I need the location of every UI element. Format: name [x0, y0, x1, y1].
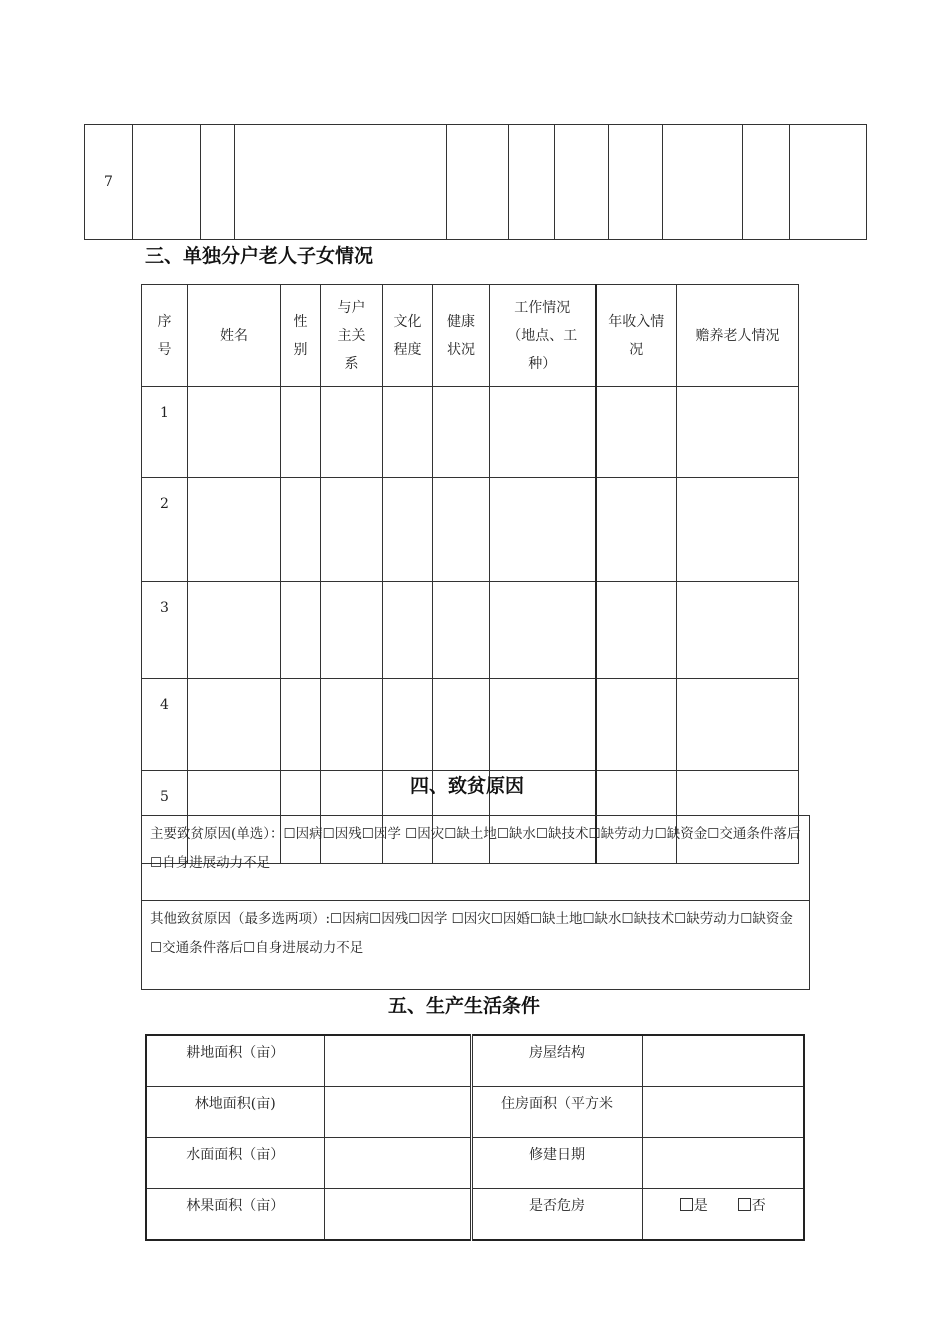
table-cell[interactable] — [433, 679, 490, 771]
field-value[interactable] — [642, 1189, 804, 1241]
table-row — [85, 125, 867, 240]
table-cell[interactable] — [281, 582, 321, 679]
table-cell[interactable] — [321, 478, 383, 582]
table-row — [142, 387, 799, 478]
table-cell[interactable] — [383, 679, 433, 771]
table-cell[interactable] — [555, 125, 609, 240]
column-header — [490, 285, 596, 387]
column-header — [188, 285, 281, 387]
header-line: 文化 — [393, 313, 422, 330]
living-conditions-table — [145, 1034, 805, 1241]
header-line: 姓名 — [220, 327, 248, 344]
table-row — [142, 478, 799, 582]
table-row — [142, 901, 810, 990]
section5-title: 五、生产生活条件 — [388, 995, 541, 1017]
table-row — [146, 1087, 804, 1138]
header-line: 系 — [344, 355, 359, 372]
table-cell[interactable] — [677, 679, 799, 771]
table-cell[interactable] — [383, 582, 433, 679]
field-label: 住房面积（平方米 — [471, 1087, 642, 1138]
row-index-cell: 2 — [142, 478, 188, 582]
table-cell[interactable] — [188, 478, 281, 582]
yes-label: 是 — [693, 1198, 708, 1214]
column-header — [281, 285, 321, 387]
household-members-table — [84, 124, 867, 240]
header-line: 与户 — [337, 299, 366, 316]
header-line: 工作情况 — [514, 299, 571, 316]
table-cell[interactable] — [677, 387, 799, 478]
header-line: 年收入情 — [608, 313, 665, 330]
field-value[interactable] — [642, 1138, 804, 1189]
table-cell[interactable] — [490, 478, 596, 582]
row-index-cell: 1 — [142, 387, 188, 478]
header-line: 赡养老人情况 — [695, 327, 780, 344]
field-value[interactable] — [324, 1138, 471, 1189]
table-cell[interactable] — [609, 125, 663, 240]
main-reason-text[interactable]: 主要致贫原因(单选）：☐因病☐因残☐因学 ☐因灾☐缺土地☐缺水☐缺技术☐缺劳动力☐缺资金☐交通条件落后☐自身进展动力不足 — [142, 816, 810, 901]
table-cell[interactable] — [509, 125, 555, 240]
table-cell[interactable] — [321, 582, 383, 679]
header-line: 状况 — [447, 341, 475, 358]
field-value[interactable] — [324, 1035, 471, 1087]
table-cell[interactable] — [188, 582, 281, 679]
column-header — [433, 285, 490, 387]
table-header-row — [142, 285, 799, 387]
table-cell[interactable] — [433, 582, 490, 679]
table-cell[interactable] — [677, 582, 799, 679]
header-line: 况 — [629, 341, 644, 358]
table-cell[interactable] — [663, 125, 743, 240]
row-index-cell: 5 — [142, 771, 188, 864]
table-row — [142, 679, 799, 771]
field-value[interactable] — [324, 1189, 471, 1241]
table-cell[interactable] — [490, 679, 596, 771]
table-cell[interactable] — [433, 387, 490, 478]
header-line: 序 — [157, 313, 172, 330]
header-line: 号 — [157, 341, 172, 358]
header-line: 性 — [293, 313, 308, 330]
table-cell[interactable] — [447, 125, 509, 240]
table-row — [146, 1189, 804, 1241]
column-header — [142, 285, 188, 387]
table-cell[interactable] — [596, 478, 677, 582]
section4-title: 四、致贫原因 — [410, 775, 525, 797]
table-cell[interactable] — [490, 582, 596, 679]
no-checkbox[interactable] — [738, 1198, 751, 1211]
header-line: 种） — [528, 355, 557, 372]
table-row — [146, 1035, 804, 1087]
column-header — [677, 285, 799, 387]
table-cell[interactable] — [677, 478, 799, 582]
header-line: 程度 — [393, 341, 422, 358]
table-cell[interactable] — [281, 478, 321, 582]
table-cell[interactable] — [743, 125, 790, 240]
poverty-reason-table — [141, 815, 810, 990]
field-value[interactable] — [642, 1087, 804, 1138]
table-cell[interactable] — [596, 679, 677, 771]
table-cell[interactable] — [383, 478, 433, 582]
header-line: 主关 — [337, 327, 366, 344]
table-cell[interactable] — [201, 125, 235, 240]
column-header — [596, 285, 677, 387]
table-row — [142, 816, 810, 901]
table-row — [146, 1138, 804, 1189]
table-cell[interactable] — [235, 125, 447, 240]
field-label: 修建日期 — [471, 1138, 642, 1189]
table-cell[interactable] — [281, 387, 321, 478]
field-label: 林果面积（亩） — [146, 1189, 324, 1241]
table-cell[interactable] — [490, 387, 596, 478]
field-label: 耕地面积（亩） — [146, 1035, 324, 1087]
no-label: 否 — [751, 1198, 766, 1214]
table-cell[interactable] — [596, 387, 677, 478]
table-row — [142, 582, 799, 679]
field-label: 水面面积（亩） — [146, 1138, 324, 1189]
field-label: 房屋结构 — [471, 1035, 642, 1087]
table-cell[interactable] — [433, 478, 490, 582]
table-cell[interactable] — [596, 582, 677, 679]
column-header — [383, 285, 433, 387]
other-reason-text[interactable]: 其他致贫原因（最多选两项）:☐因病☐因残☐因学 ☐因灾☐因婚☐缺土地☐缺水☐缺技术☐缺劳动力☐缺资金☐交通条件落后☐自身进展动力不足 — [142, 901, 810, 990]
table-cell[interactable] — [281, 679, 321, 771]
row-index-cell: 7 — [85, 125, 133, 240]
field-value[interactable] — [324, 1087, 471, 1138]
column-header — [321, 285, 383, 387]
table-cell[interactable] — [790, 125, 867, 240]
table-cell[interactable] — [133, 125, 201, 240]
table-cell[interactable] — [321, 387, 383, 478]
header-line: （地点、工 — [507, 327, 578, 344]
header-line: 别 — [293, 341, 308, 358]
row-index-cell: 3 — [142, 582, 188, 679]
section3-title: 三、单独分户老人子女情况 — [145, 245, 374, 267]
header-line: 健康 — [447, 313, 475, 330]
yes-checkbox[interactable] — [680, 1198, 693, 1211]
field-value[interactable] — [642, 1035, 804, 1087]
table-cell[interactable] — [188, 679, 281, 771]
row-index-cell: 4 — [142, 679, 188, 771]
table-cell[interactable] — [383, 387, 433, 478]
field-label: 是否危房 — [471, 1189, 642, 1241]
table-cell[interactable] — [321, 679, 383, 771]
table-cell[interactable] — [188, 387, 281, 478]
field-label: 林地面积(亩) — [146, 1087, 324, 1138]
